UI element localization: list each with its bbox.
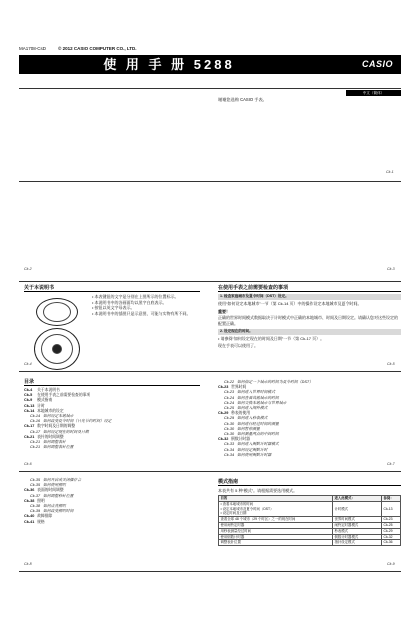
cell-ref: Ck-23 [382,517,401,523]
toc-label: 如何测量两点的中间时间 [237,432,279,437]
watch-illustration-1 [36,298,78,326]
col-header-mode: 进入此模式： [333,496,382,502]
section-heading-mode-guide: 模式指南 [218,479,239,485]
page-number: Ck-6 [24,462,32,466]
toc-page-ref: Ck-35 [30,478,41,482]
toc-label: 如何进入闹铃模式 [237,406,268,411]
toc-page-ref: Ck-30 [224,426,235,431]
toc-page-ref: Ck-5 [24,393,33,398]
toc-page-ref: Ck-21 [24,434,35,439]
page-number: Ck-2 [24,267,32,271]
toc-page-ref: Ck-30 [224,421,235,426]
ready-text: 现在手表可以使用了。 [218,343,258,348]
toc-page-ref: Ck-9 [24,398,33,403]
page-number: Ck-7 [387,462,395,466]
cell-ref: Ck-29 [382,528,401,534]
toc-label: 如何使用倒数计时器 [237,452,272,457]
cell-purpose: 用秒表测量经过时间 [219,528,333,534]
toc-label: 如何开启或关闭操作音 [43,478,82,482]
toc-page-ref: Ck-39 [30,509,41,514]
table-row [219,501,401,516]
watch-illustration-2 [34,328,80,370]
cell-ref: Ck-36 [382,540,401,546]
about-bullet-4: • 本说明书中的插图只是示意图，可能与实物有所不同。 [92,310,191,316]
about-bullet-2: • 本说明书中的各画面均以黑字白底表示。 [92,299,167,305]
col-header-purpose: 目的 [219,496,333,502]
toc-label: 如何使用照明 [43,483,66,488]
toc-label: 倒数计时器 [231,437,251,442]
section-heading-precautions: 在使用手表之前需要检查的事项 [218,285,289,291]
toc-label: 模式指南 [37,398,53,403]
copyright-notice: © 2012 CASIO COMPUTER CO., LTD. [58,46,137,51]
page-divider [19,471,401,472]
step-1-note: 正确的世界时间模式数据取决于计时模式中正确的本地城市、时间及日期设定。请确认您对这些设定的配置正确。 [218,315,398,326]
page-number: Ck-8 [24,562,32,566]
toc-label: 表针的时间调整 [37,434,64,439]
toc-page-ref: Ck-24 [224,395,235,400]
toc-entry [24,520,202,525]
toc-label: 世界时间 [231,385,247,390]
toc-page-ref: Ck-23 [224,390,235,395]
cell-purpose: 使用倒数计时器 [219,534,333,540]
toc-label: 如何改变夏令时间（日光节约时间）设定 [43,419,112,424]
toc-label: 如何进入世界时间模式 [237,390,276,395]
cell-purpose: 查看全球 48 个城市（29 个时区）之一的现在时间 [219,517,333,523]
toc-label: 如何调整表针 [43,440,66,445]
cell-mode: 计时模式 [333,501,382,516]
heading-rule [24,385,200,386]
toc-page-ref: Ck-40 [24,514,35,519]
cell-ref: Ck-13 [382,501,401,516]
page-number: Ck-9 [387,562,395,566]
cell-mode: 世界时间模式 [333,517,382,523]
toc-page-ref: Ck-33 [224,442,235,447]
toc-label: 关于本说明书 [37,388,60,392]
toc-label: 如何设定本地城市 [43,414,74,419]
heading-rule [218,291,401,292]
page-divider [19,371,401,372]
toc-label: 如何改变照明时间 [43,509,74,514]
toc-list-left [24,388,202,450]
toc-label: 如何点亮照明 [43,504,66,509]
toc-label: 如何进行经过时间的测量 [237,421,279,426]
toc-page-ref: Ck-34 [224,447,235,452]
page-divider [19,281,401,282]
toc-label: 数字时间及日期的调整 [37,424,76,429]
toc-label: 如何调整秒针位置 [43,493,74,498]
cell-mode: 指针设定模式 [333,540,382,546]
heading-rule [218,485,401,486]
toc-page-ref: Ck-38 [30,504,41,509]
toc-label: 计时 [37,403,45,408]
toc-label: 在使用手表之前需要检查的事项 [37,393,91,398]
section-heading-about: 关于本说明书 [24,285,55,291]
step-2-text: • 请参阅“如何设定现在的时间及日期”一节（第 Ck-17 页）。 [218,336,325,341]
page-number: Ck-4 [24,362,32,366]
cell-mode: 秒表模式 [333,528,382,534]
thanks-text: 谢谢您选购 CASIO 手表。 [218,97,267,102]
heading-rule [24,291,200,292]
cell-ref: Ck-32 [382,534,401,540]
mode-table-wrap [218,495,401,546]
toc-page-ref: Ck-13 [24,403,35,408]
toc-page-ref: Ck-14 [30,414,41,419]
toc-label: 如何调整表针位置 [43,445,74,450]
about-bullet-1: • 本表键钮的文字是分别在上图所示的位置标示。 [92,294,179,299]
toc-page-ref: Ck-4 [24,388,33,392]
mode-guide-intro: 本表共有 5 种“模式”。请根据需要选用模式。 [218,488,298,493]
casio-logo: CASIO [361,59,393,69]
toc-page-ref: Ck-25 [224,406,235,411]
page-divider [19,571,401,572]
toc-label: 如何指定一个城市的时间为夏令时间（DST） [237,380,313,384]
important-label: 重要！ [218,309,230,314]
toc-label: 如何进入倒数计时器模式 [237,442,279,447]
toc-page-ref: Ck-21 [30,440,41,445]
toc-label: 如何交换本地城市与世界城市 [237,400,287,405]
toc-page-ref: Ck-21 [30,445,41,450]
mode-table [218,495,401,546]
about-bullet-3: • 按钮以英文字母表示。 [92,305,135,310]
toc-page-ref: Ck-29 [218,411,229,416]
page-number: Ck-5 [387,362,395,366]
manual-title: 使 用 手 册 5288 [103,57,235,72]
language-tag: 中文（简体） [346,90,401,96]
toc-list-right [218,380,401,458]
toc-page-ref: Ck-35 [30,483,41,488]
toc-page-ref: Ck-29 [224,416,235,421]
toc-page-ref: Ck-37 [30,493,41,498]
cell-purpose: • 查看本地城市的时间 • 设定本地城市及夏令时间（DST） • 设定时间及日期 [219,501,333,516]
toc-page-ref: Ck-38 [24,498,35,503]
cell-ref: Ck-25 [382,522,401,528]
toc-page-ref: Ck-24 [224,400,235,405]
toc-entry [24,445,202,450]
toc-page-ref: Ck-16 [30,419,41,424]
toc-label: 表面的时间调整 [37,488,64,493]
toc-label: 如何设定倒数计时 [237,447,268,452]
toc-page-ref: Ck-22 [224,380,235,384]
toc-page-ref: Ck-14 [24,408,35,413]
cell-purpose: 使用闹铃定时器 [219,522,333,528]
toc-page-ref: Ck-17 [30,429,41,434]
col-header-ref: 参阅： [382,496,401,502]
toc-label: 故障排除 [37,514,53,519]
toc-label: 规格 [37,519,45,524]
toc-entry [218,453,401,458]
toc-page-ref: Ck-23 [218,385,229,390]
toc-page-ref: Ck-34 [224,452,235,457]
cell-mode: 闹铃定时器模式 [333,522,382,528]
step-box-1: 1. 检查家庭城市及夏令时间（DST）设定。 [218,294,401,300]
toc-label: 照明 [37,498,45,503]
toc-page-ref: Ck-36 [24,488,35,493]
section-heading-toc: 目录 [24,379,35,385]
divider [19,88,401,89]
page-number: Ck-1 [386,170,394,174]
cell-purpose: 调整表针位置 [219,540,333,546]
toc-label: 如何查看其他城市的时间 [237,395,279,400]
cell-mode: 倒数计时器模式 [333,534,382,540]
title-bar [19,55,401,74]
toc-list-continued [24,478,202,525]
toc-label: 如何暂停测量 [237,426,260,431]
toc-label: 如何进入秒表模式 [237,416,268,421]
toc-label: 如何设定现在的时间及日期 [43,429,89,434]
model-code: MA1708-CsD [19,46,47,51]
toc-label: 秒表的使用 [231,411,251,416]
page-divider [19,181,401,182]
table-row [219,540,401,546]
toc-page-ref: Ck-32 [218,437,229,442]
step-1-text: 使用“如何设定本地城市”一节（第 Ck-14 页）中的操作设定本地城市及夏令时间。 [218,301,362,306]
toc-page-ref: Ck-41 [24,519,35,524]
page-number: Ck-3 [387,267,395,271]
step-box-2: 2. 设定现在的时间。 [218,329,401,335]
toc-page-ref: Ck-30 [224,432,235,437]
toc-label: 本地城市的设定 [37,408,64,413]
toc-page-ref: Ck-17 [24,424,35,429]
